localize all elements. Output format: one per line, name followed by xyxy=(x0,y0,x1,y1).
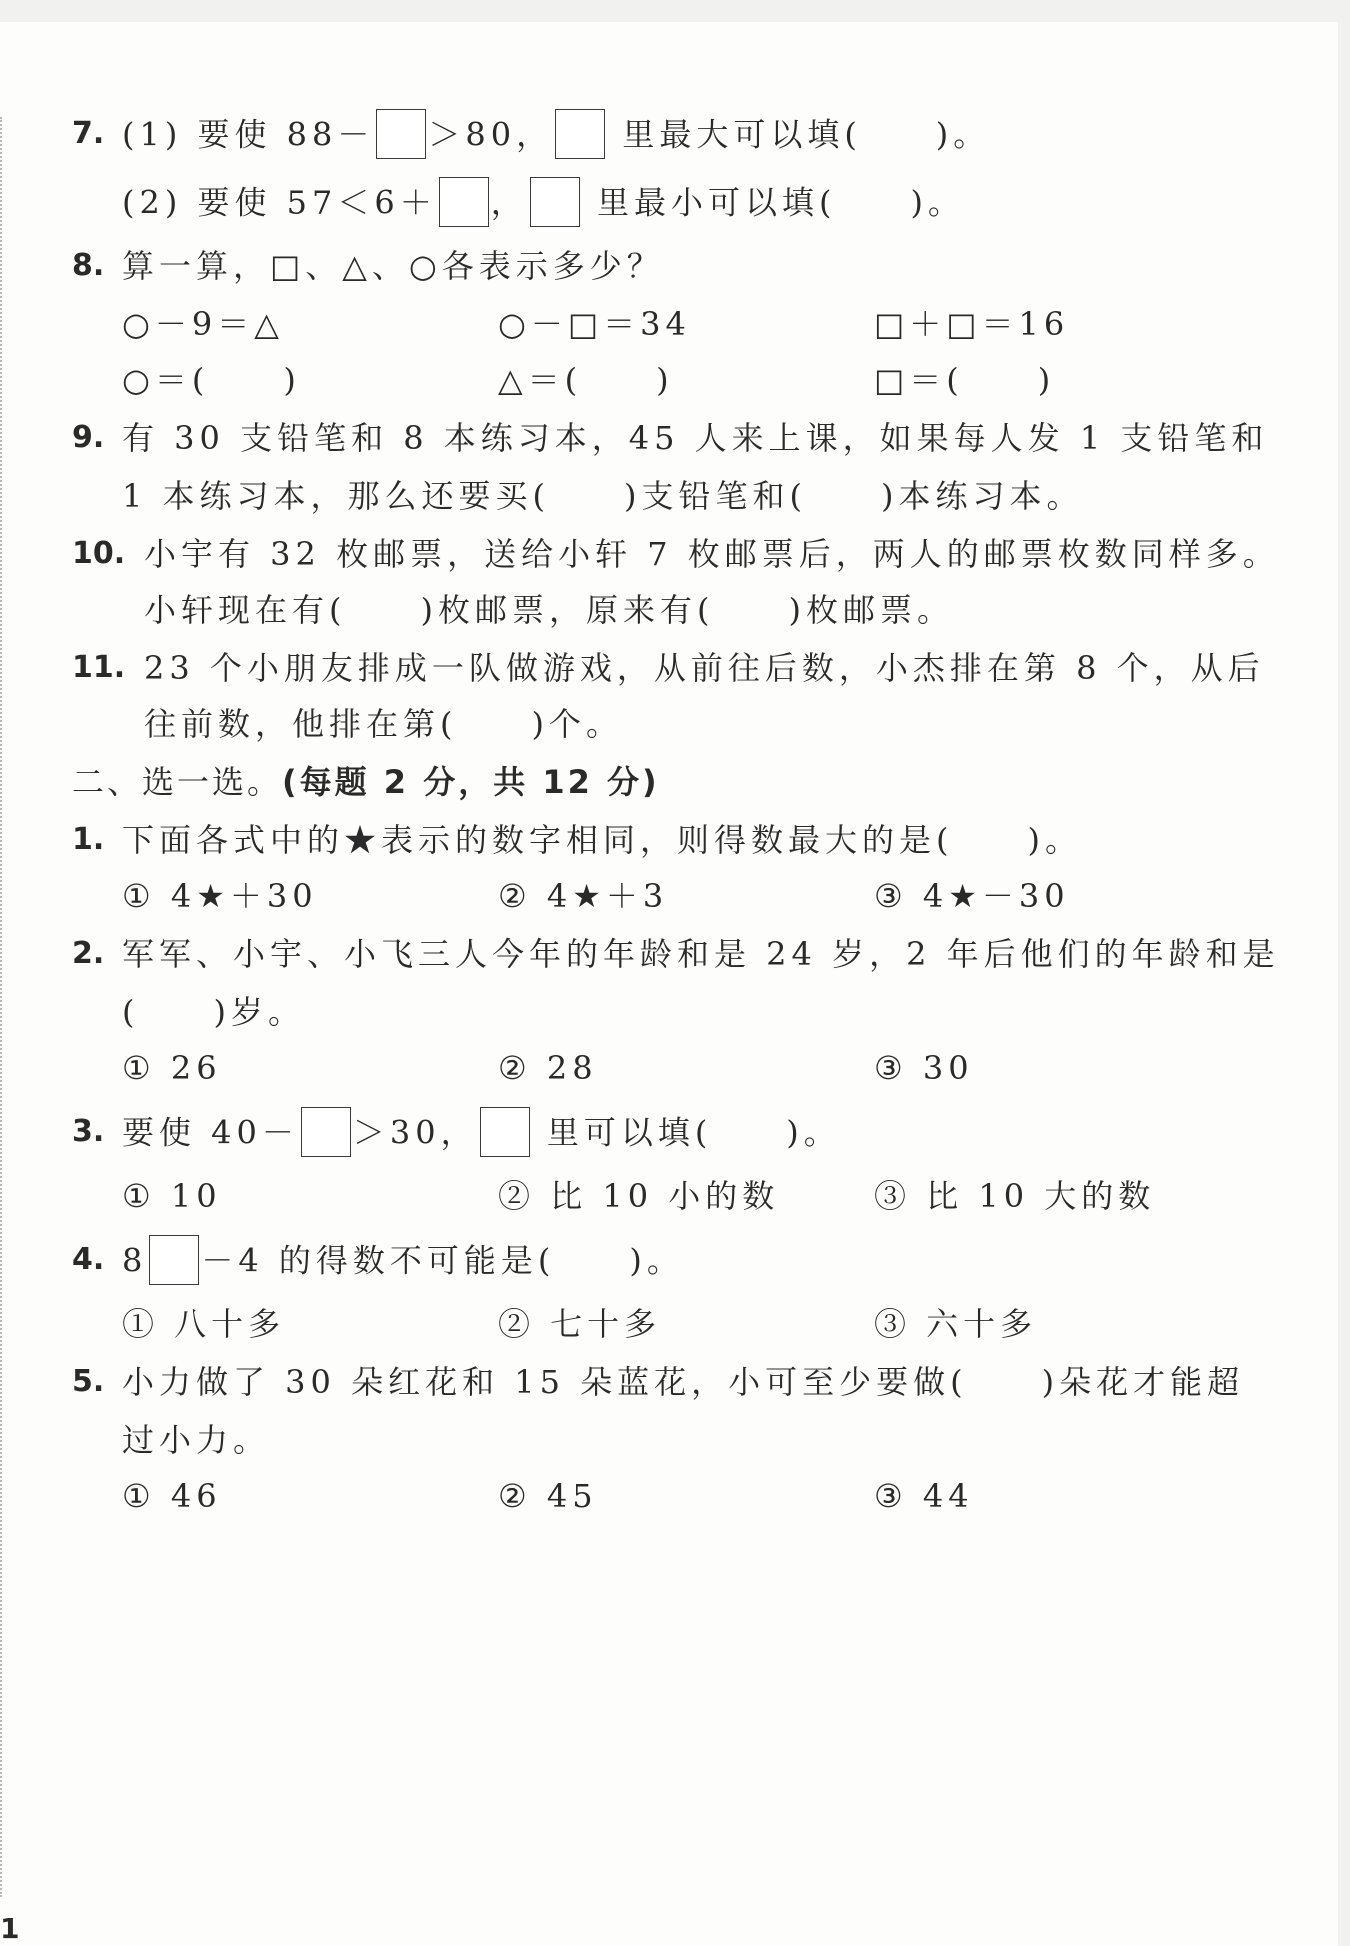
q9-text-1: 有 30 支铅笔和 8 本练习本，45 人来上课，如果每人发 1 支铅笔和 xyxy=(122,419,1269,457)
binding-edge xyxy=(0,117,3,1897)
c2-option-1[interactable]: ① 26 xyxy=(122,1049,222,1087)
section-points: (每题 2 分，共 12 分) xyxy=(282,763,660,801)
q10-text-2: 小轩现在有( )枚邮票，原来有( )枚邮票。 xyxy=(144,591,954,629)
c1-stem-text: 下面各式中的★表示的数字相同，则得数最大的是( )。 xyxy=(122,821,1082,859)
c5-option-1[interactable]: ① 46 xyxy=(122,1477,222,1515)
q11-text-1: 23 个小朋友排成一队做游戏，从前往后数，小杰排在第 8 个，从后 xyxy=(144,649,1265,687)
c1-number: 1. xyxy=(72,822,105,857)
answer-box[interactable] xyxy=(530,177,580,227)
c1-option-1[interactable]: ① 4★＋30 xyxy=(122,877,318,915)
q11-text-2: 往前数，他排在第( )个。 xyxy=(144,705,623,743)
c1-option-2[interactable]: ② 4★＋3 xyxy=(498,877,669,915)
c3-text-a: 要使 40－ xyxy=(122,1113,299,1152)
q7-p1-text-c: 里最大可以填( )。 xyxy=(607,115,991,154)
q7-number: 7. xyxy=(72,116,105,151)
section-two-heading xyxy=(72,760,660,804)
answer-box[interactable] xyxy=(439,177,489,227)
c2-number: 2. xyxy=(72,936,105,971)
c5-number: 5. xyxy=(72,1364,105,1399)
q7-p2-text-c: 里最小可以填( )。 xyxy=(581,183,965,222)
c4-text-b: －4 的得数不可能是( )。 xyxy=(201,1241,684,1280)
q7-p2-text-a: (2) 要使 57＜6＋ xyxy=(122,183,437,222)
c5-text-2: 过小力。 xyxy=(122,1421,271,1459)
c3-text-c: 里可以填( )。 xyxy=(531,1113,841,1152)
answer-box[interactable] xyxy=(376,109,426,159)
q8-eq2: ○－□＝34 xyxy=(498,305,691,343)
c3-option-1[interactable]: ① 10 xyxy=(122,1177,222,1215)
q8-eq1: ○－9＝△ xyxy=(122,305,284,343)
c3-text-b: ＞30， xyxy=(352,1113,478,1152)
c5-option-3[interactable]: ③ 44 xyxy=(874,1477,974,1515)
q10-number: 10. xyxy=(72,536,126,571)
q8-ans2: △＝( ) xyxy=(498,361,674,399)
c3-number: 3. xyxy=(72,1114,105,1149)
q8-ans3: □＝( ) xyxy=(874,361,1056,399)
q9-number: 9. xyxy=(72,420,105,455)
q9-text-2: 1 本练习本，那么还要买( )支铅笔和( )本练习本。 xyxy=(122,477,1084,515)
answer-box[interactable] xyxy=(301,1107,351,1157)
c2-option-2[interactable]: ② 28 xyxy=(498,1049,598,1087)
answer-box[interactable] xyxy=(480,1107,530,1157)
c4-option-1[interactable]: ① 八十多 xyxy=(122,1305,286,1343)
section-title: 二、选一选。 xyxy=(72,763,283,801)
q8-ans1: ○＝( ) xyxy=(122,361,301,399)
worksheet-page xyxy=(0,22,1338,1946)
q8-number: 8. xyxy=(72,248,105,283)
q11-number: 11. xyxy=(72,650,126,685)
c5-text-1: 小力做了 30 朵红花和 15 朵蓝花，小可至少要做( )朵花才能超 xyxy=(122,1363,1245,1401)
c4-number: 4. xyxy=(72,1242,105,1277)
c2-option-3[interactable]: ③ 30 xyxy=(874,1049,974,1087)
c3-option-2[interactable]: ② 比 10 小的数 xyxy=(498,1177,780,1215)
c4-option-2[interactable]: ② 七十多 xyxy=(498,1305,662,1343)
c2-text-1: 军军、小宇、小飞三人今年的年龄和是 24 岁，2 年后他们的年龄和是 xyxy=(122,935,1280,973)
q7-p1-text-b: ＞80， xyxy=(428,115,554,154)
answer-box[interactable] xyxy=(149,1235,199,1285)
c4-text-a: 8 xyxy=(122,1241,148,1280)
c5-option-2[interactable]: ② 45 xyxy=(498,1477,598,1515)
q8-eq3: □＋□＝16 xyxy=(874,305,1070,343)
c2-text-2: ( )岁。 xyxy=(122,993,305,1031)
c1-option-3[interactable]: ③ 4★－30 xyxy=(874,877,1070,915)
c3-option-3[interactable]: ③ 比 10 大的数 xyxy=(874,1177,1156,1215)
c4-option-3[interactable]: ③ 六十多 xyxy=(874,1305,1038,1343)
q7-p1-text-a: (1) 要使 88－ xyxy=(122,115,375,154)
answer-box[interactable] xyxy=(555,109,605,159)
q10-text-1: 小宇有 32 枚邮票，送给小轩 7 枚邮票后，两人的邮票枚数同样多。 xyxy=(144,535,1280,573)
q8-stem-text: 算一算，□、△、○各表示多少？ xyxy=(122,247,664,285)
page-number: 1 xyxy=(0,1912,20,1945)
q7-p2-text-b: ， xyxy=(490,183,528,222)
